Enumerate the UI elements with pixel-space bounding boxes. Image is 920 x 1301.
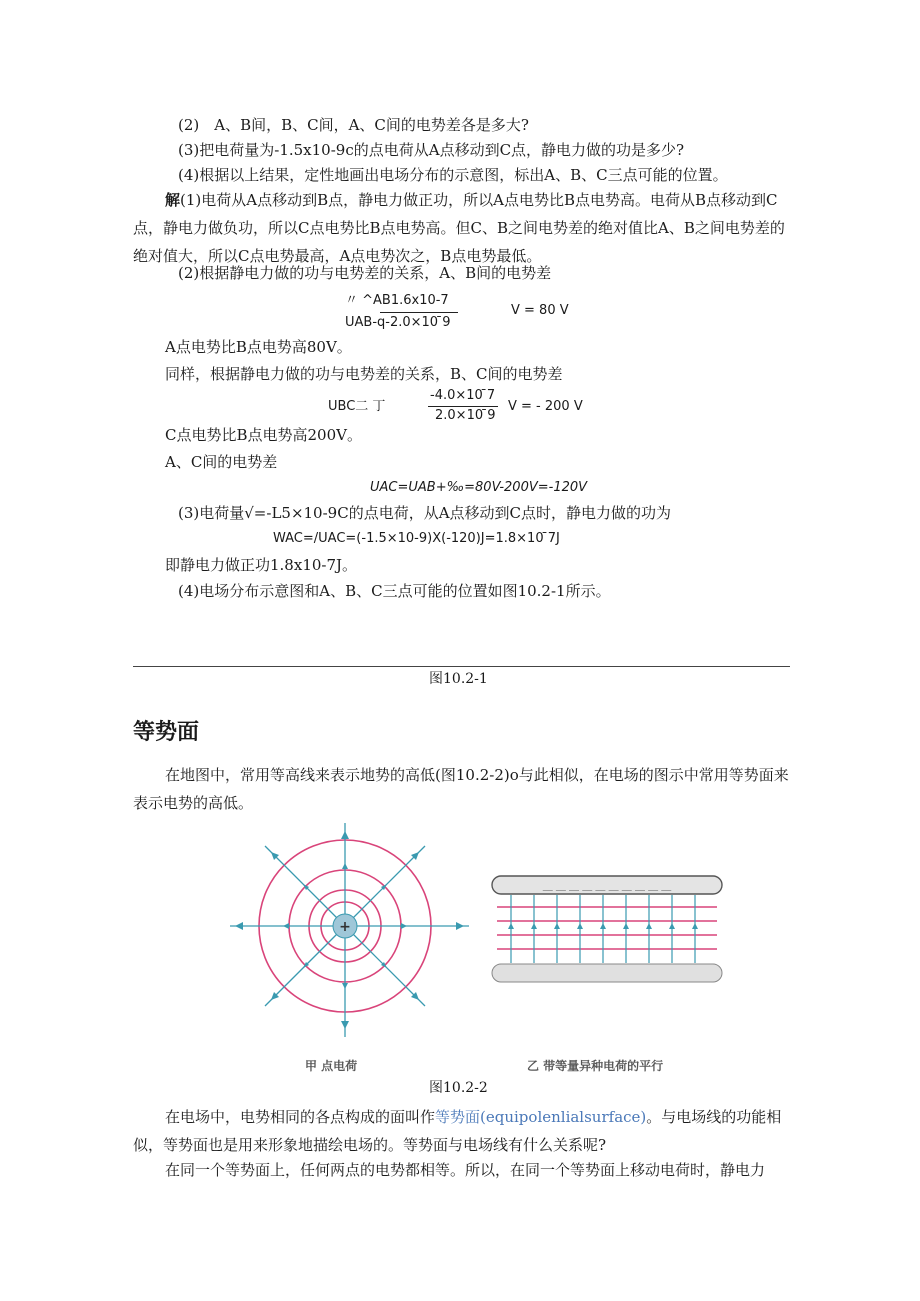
section-title: 等势面 [133, 720, 200, 745]
eq1-bottom: UAB-q-2.0×10 ̄9 [345, 315, 451, 330]
closing-text-a: 在电场中，电势相同的各点构成的面叫作 [165, 1108, 436, 1126]
eq3: UAC=UAB+‰=80V-200V=-120V [370, 480, 588, 495]
figure-2-caption: 图10.2-2 [429, 1080, 488, 1096]
solution-label: 解 [165, 191, 181, 209]
charge-symbol: + [339, 919, 351, 935]
eq2-numerator: -4.0×10 ̄7 [430, 388, 496, 403]
eq2-left: UBC二 丁 [328, 399, 386, 414]
point-charge-diagram [230, 823, 469, 1037]
statement-ac-intro: A、C间的电势差 [165, 453, 278, 471]
figure-1-rule [133, 666, 790, 667]
figure-1-caption: 图10.2-1 [429, 671, 488, 687]
equipotential-surface-term: 等势面(equipolenlialsurface) [435, 1108, 647, 1126]
equipotential-planes [497, 907, 717, 949]
top-plate-charges: ＿ ＿ ＿ ＿ ＿ ＿ ＿ ＿ ＿ ＿ [542, 882, 672, 893]
statement-bc-intro: 同样，根据静电力做的功与电势差的关系，B、C间的电势差 [165, 365, 563, 383]
question-3: (3)把电荷量为-1.5x10-9c的点电荷从A点移动到C点，静电力做的功是多少? [178, 141, 685, 159]
closing-text-b: 。与电场线的功能相似，等势面也是用来形象地描绘电场的。等势面与电场线有什么关系呢? [133, 1108, 782, 1154]
bottom-plate [492, 964, 722, 982]
section-paragraph-1: 在地图中，常用等高线来表示地势的高低(图10.2-2)o与此相似，在电场的图示中常用等势面来表示电势的高低。 [133, 766, 789, 812]
eq2-result: V = - 200 V [508, 399, 583, 414]
eq1-top: 〃 ^AB1.6x10-7 [345, 293, 449, 308]
solution-part4: (4)电场分布示意图和A、B、C三点可能的位置如图10.2-1所示。 [178, 582, 611, 600]
parallel-plates-diagram [492, 876, 722, 982]
statement-cb: C点电势比B点电势高200V。 [165, 426, 362, 444]
statement-ab: A点电势比B点电势高80V。 [165, 338, 352, 356]
eq1-result: V = 80 V [511, 303, 569, 318]
question-4: (4)根据以上结果，定性地画出电场分布的示意图，标出A、B、C三点可能的位置。 [178, 166, 728, 184]
plate-field-arrows [508, 923, 698, 929]
eq2-denominator: 2.0×10 ̄9 [435, 408, 496, 423]
statement-work: 即静电力做正功1.8x10-7J。 [165, 556, 358, 574]
eq4: WAC=/UAC=(-1.5×10-9)X(-120)J=1.8×10 ̄7J [273, 531, 560, 546]
closing-paragraph-2 [133, 1103, 790, 1159]
figure-2-left-label: 甲 点电荷 [305, 1059, 358, 1073]
solution-part3: (3)电荷量√=-L5×10-9C的点电荷，从A点移动到C点时，静电力做的功为 [178, 504, 672, 522]
closing-paragraph-3: 在同一个等势面上，任何两点的电势都相等。所以，在同一个等势面上移动电荷时，静电力 [165, 1161, 766, 1179]
solution-part1 [133, 186, 790, 270]
figure-2-right-label: 乙 带等量异种电荷的平行 [527, 1059, 664, 1073]
solution-part2-intro: (2)根据静电力做的功与电势差的关系，A、B间的电势差 [178, 264, 552, 282]
question-2: (2) A、B间，B、C间，A、C间的电势差各是多大? [178, 116, 529, 134]
solution-part1-text: (1)电荷从A点移动到B点，静电力做正功，所以A点电势比B点电势高。电荷从B点移动到C点，静电力做负功，所以C点电势比B点电势高。但C、B之间电势差的绝对值比A、B之间电势差的绝对值大，所以C点电势最高，A点电势次之，B点电势最低。 [133, 191, 785, 265]
figure-2 [225, 823, 725, 1085]
